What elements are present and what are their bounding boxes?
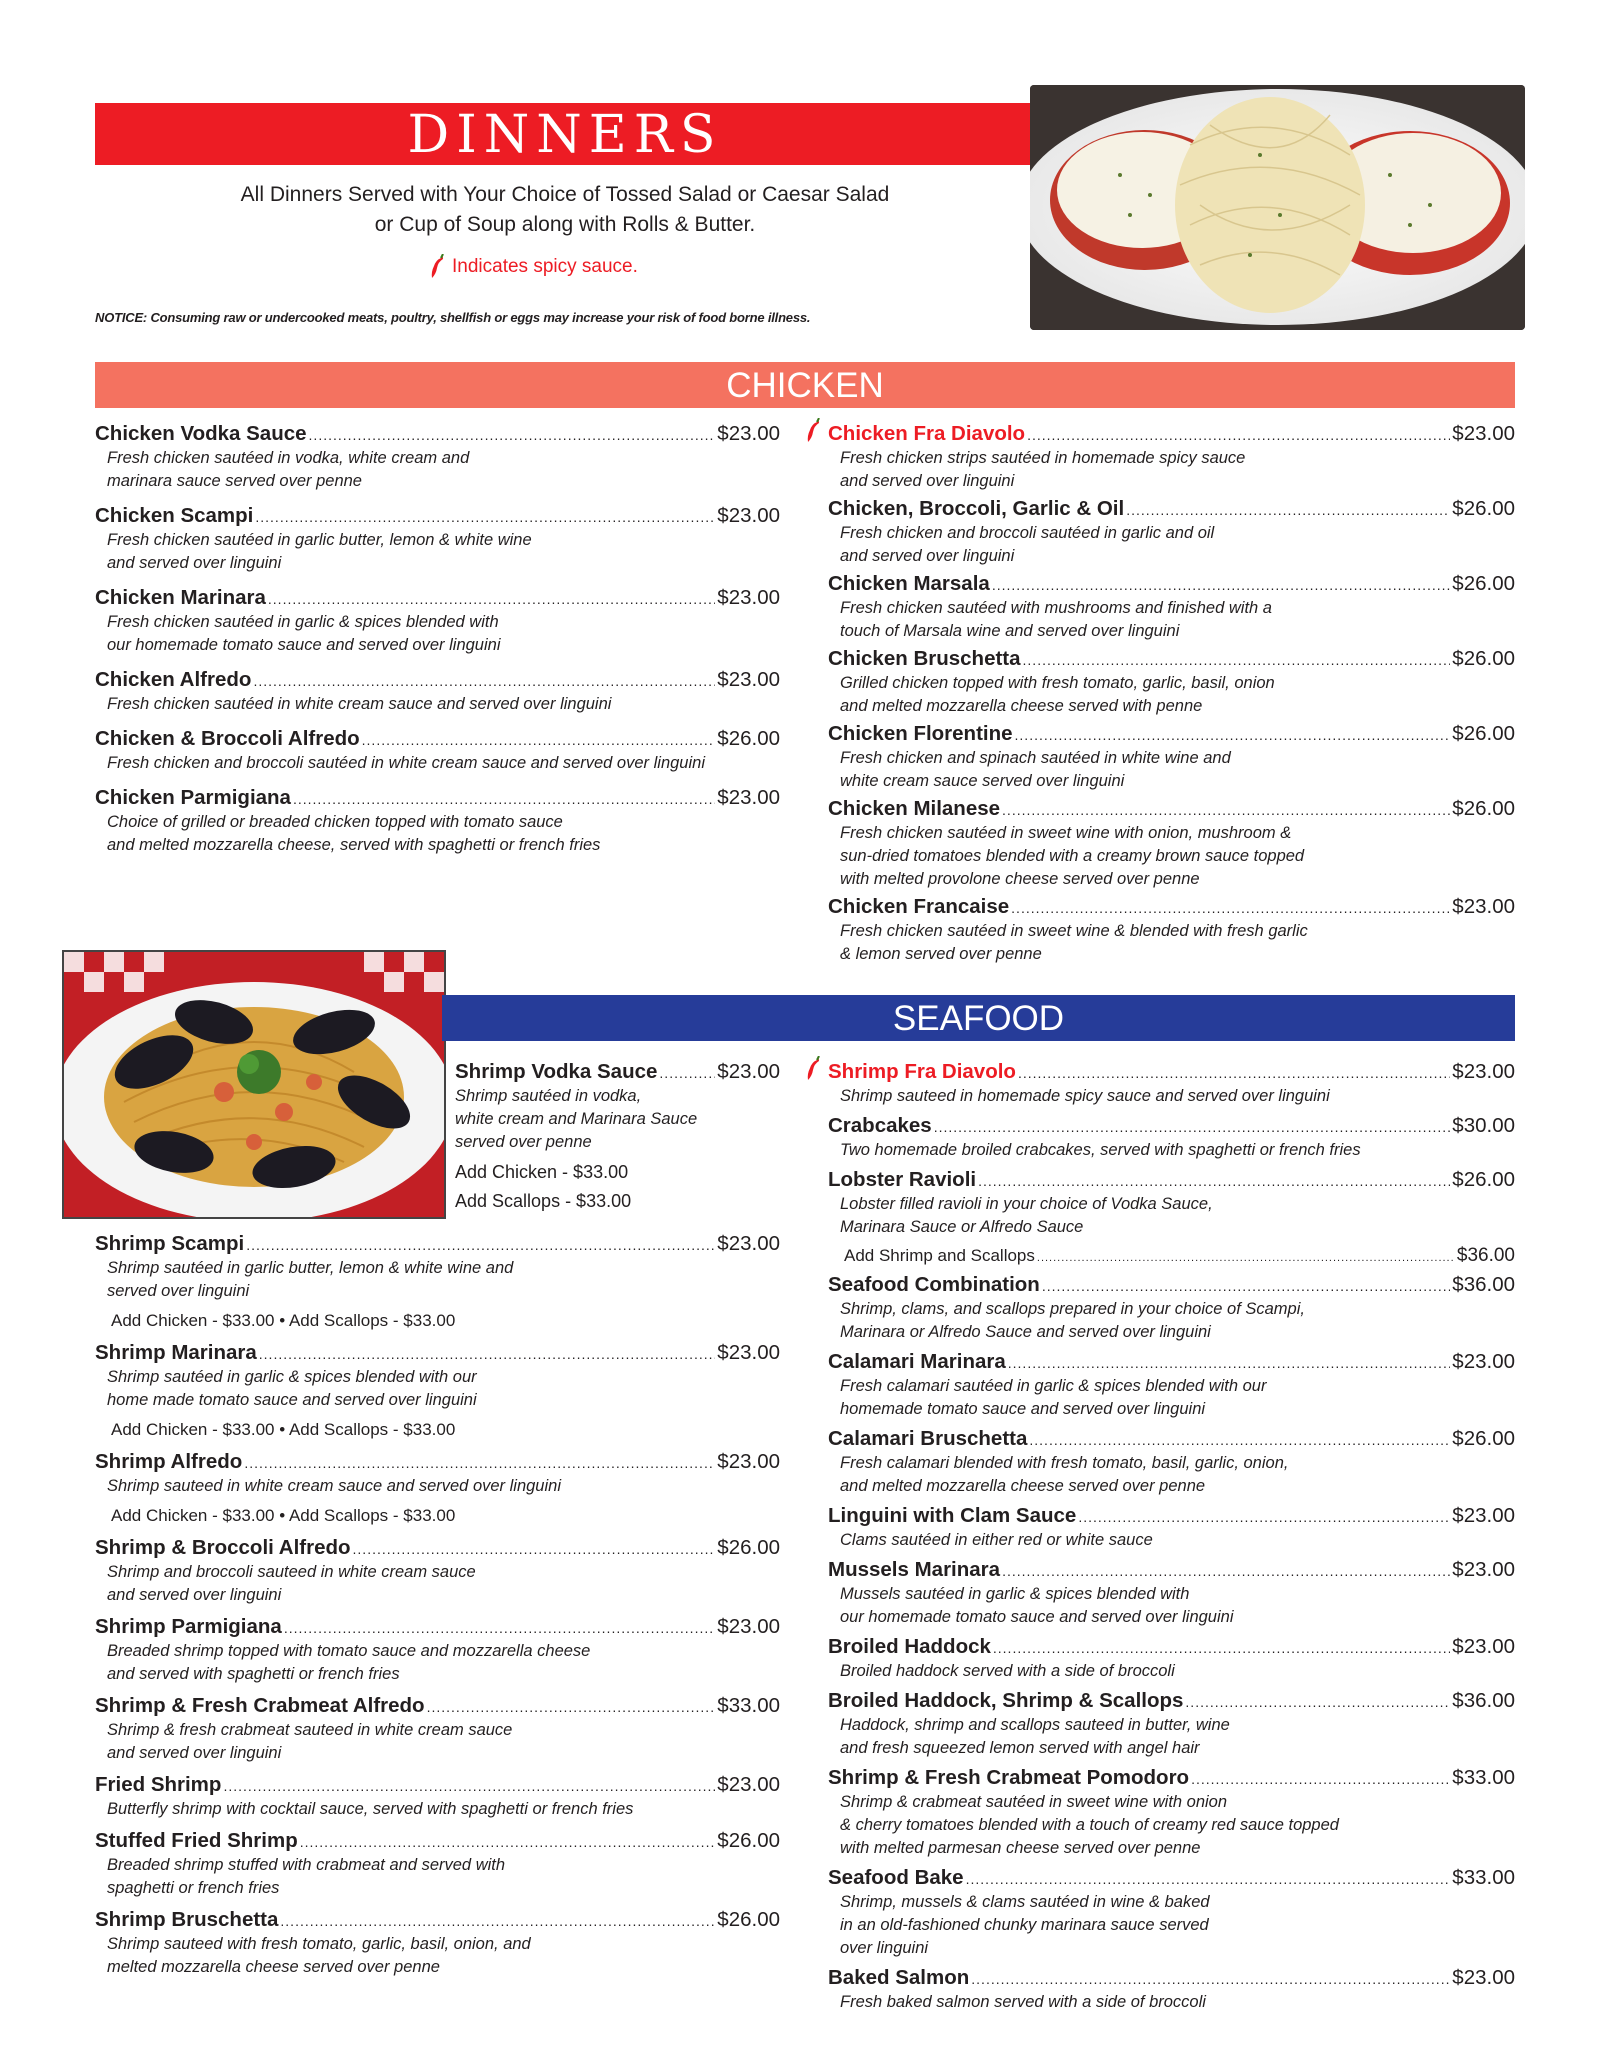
- menu-item-price: $26.00: [717, 1536, 780, 1559]
- chili-pepper-icon: [806, 418, 822, 444]
- menu-item-description: Broiled haddock served with a side of broccoli: [840, 1662, 1175, 1680]
- menu-item-description: Choice of grilled or breaded chicken topped with tomato sauce and melted mozzarella cheese, served with spaghetti or french fries: [107, 813, 601, 854]
- menu-item-line: [95, 1341, 780, 1366]
- menu-item-line: [828, 1689, 1515, 1714]
- menu-item-addons: Add Chicken - $33.00 • Add Scallops - $33.00: [111, 1420, 456, 1439]
- menu-item: [828, 1635, 1515, 1683]
- page-title: DINNERS: [407, 105, 723, 165]
- leader-dots: [934, 1115, 1451, 1139]
- leader-dots: [1023, 648, 1451, 672]
- leader-dots: [268, 587, 715, 611]
- menu-item: [828, 1966, 1515, 2014]
- menu-item-description: Fresh chicken sautéed in white cream sauce and served over linguini: [107, 695, 612, 713]
- menu-item-line: [828, 1350, 1515, 1375]
- menu-item-line: [95, 1232, 780, 1257]
- chili-pepper-icon: [430, 254, 446, 280]
- menu-item-name: Chicken Parmigiana: [95, 786, 291, 809]
- menu-item-line: [828, 1504, 1515, 1529]
- menu-item-line: [95, 1908, 780, 1933]
- menu-item-price: $23.00: [717, 1615, 780, 1638]
- menu-item-line: [95, 1829, 780, 1854]
- menu-item-price: $26.00: [1452, 722, 1515, 745]
- menu-item-price: $23.00: [1452, 1350, 1515, 1373]
- menu-item-name: Shrimp Alfredo: [95, 1450, 243, 1473]
- menu-item-line: [828, 1427, 1515, 1452]
- menu-item-description: Mussels sautéed in garlic & spices blended with our homemade tomato sauce and served over linguini: [840, 1585, 1234, 1626]
- menu-item-description: Shrimp, clams, and scallops prepared in your choice of Scampi, Marinara or Alfredo Sauce and served over linguini: [840, 1300, 1305, 1341]
- menu-item-description: Breaded shrimp topped with tomato sauce and mozzarella cheese and served with spaghetti or french fries: [107, 1642, 591, 1683]
- menu-item-line: [828, 722, 1515, 747]
- menu-item: [828, 497, 1515, 568]
- menu-item-name: Seafood Combination: [828, 1273, 1040, 1296]
- menu-item: [828, 1060, 1515, 1108]
- menu-item-description: Fresh chicken and spinach sautéed in white wine and white cream sauce served over linguini: [840, 749, 1231, 790]
- menu-item: [828, 1504, 1515, 1552]
- leader-dots: [259, 1342, 716, 1366]
- menu-item-name: Chicken Florentine: [828, 722, 1013, 745]
- menu-item: [828, 797, 1515, 891]
- leader-dots: [353, 1537, 716, 1561]
- menu-item-line: [828, 497, 1515, 522]
- menu-item-price: $36.00: [1452, 1689, 1515, 1712]
- menu-item-price: $23.00: [717, 1773, 780, 1796]
- menu-item-name: Lobster Ravioli: [828, 1168, 977, 1191]
- menu-item-description: Fresh chicken sautéed in sweet wine with onion, mushroom & sun-dried tomatoes blended with a creamy brown sauce topped with melted provolone cheese served over penne: [840, 824, 1305, 888]
- menu-item-price: $23.00: [717, 422, 780, 445]
- menu-item-line: [828, 1966, 1515, 1991]
- menu-item-price: $23.00: [717, 668, 780, 691]
- leader-dots: [246, 1233, 715, 1257]
- seafood-section-header: [442, 995, 1515, 1041]
- menu-item: [828, 1427, 1515, 1498]
- chicken-left-column: [95, 422, 780, 868]
- menu-item-description: Shrimp sauteed in white cream sauce and served over linguini: [107, 1477, 561, 1495]
- menu-item-name: Crabcakes: [828, 1114, 932, 1137]
- menu-item-price: $26.00: [1452, 1168, 1515, 1191]
- leader-dots: [1126, 498, 1450, 522]
- intro-line-1: All Dinners Served with Your Choice of Tossed Salad or Caesar Salad: [240, 183, 890, 206]
- menu-item-description: Fresh chicken sautéed in garlic butter, lemon & white wine and served over linguini: [107, 531, 532, 572]
- menu-item-line: [828, 422, 1515, 447]
- leader-dots: [244, 1451, 715, 1475]
- leader-dots: [223, 1774, 715, 1798]
- menu-item-line: [828, 1635, 1515, 1660]
- menu-item: [828, 572, 1515, 643]
- leader-dots: [993, 1636, 1450, 1660]
- menu-item-name: Chicken Vodka Sauce: [95, 422, 307, 445]
- menu-item-name: Shrimp & Broccoli Alfredo: [95, 1536, 351, 1559]
- menu-item: [828, 1273, 1515, 1344]
- menu-item-name: Shrimp Bruschetta: [95, 1908, 279, 1931]
- menu-item-name: Chicken Marsala: [828, 572, 990, 595]
- menu-item-name: Calamari Bruschetta: [828, 1427, 1028, 1450]
- leader-dots: [362, 728, 716, 752]
- chili-pepper-icon: [806, 1056, 822, 1082]
- chicken-right-column: [828, 422, 1515, 970]
- menu-item-name: Linguini with Clam Sauce: [828, 1504, 1077, 1527]
- menu-item-price: $33.00: [1452, 1866, 1515, 1889]
- menu-item-price: $23.00: [717, 1450, 780, 1473]
- menu-item-line: [95, 1773, 780, 1798]
- menu-item-price: $26.00: [1452, 1427, 1515, 1450]
- dinners-intro: [165, 180, 965, 240]
- menu-item: [828, 1558, 1515, 1629]
- menu-item: [95, 586, 780, 657]
- menu-item: [95, 1615, 780, 1686]
- menu-item-name: Shrimp Parmigiana: [95, 1615, 282, 1638]
- leader-dots: [1029, 1428, 1450, 1452]
- leader-dots: [1027, 423, 1450, 447]
- food-safety-notice: NOTICE: Consuming raw or undercooked meats, poultry, shellfish or eggs may increase your risk of food borne illness.: [95, 310, 811, 325]
- menu-item-name: Baked Salmon: [828, 1966, 970, 1989]
- menu-item-name: Chicken & Broccoli Alfredo: [95, 727, 360, 750]
- menu-item: [95, 422, 780, 493]
- menu-item-line: [828, 895, 1515, 920]
- menu-item: [95, 1450, 780, 1528]
- menu-item: [95, 1232, 780, 1333]
- menu-item-line: [95, 727, 780, 752]
- menu-item-name: Mussels Marinara: [828, 1558, 1001, 1581]
- menu-item-description: Butterfly shrimp with cocktail sauce, served with spaghetti or french fries: [107, 1800, 634, 1818]
- menu-item-description: Shrimp & fresh crabmeat sauteed in white cream sauce and served over linguini: [107, 1721, 513, 1762]
- menu-item-line: [95, 1694, 780, 1719]
- menu-item-description: Shrimp & crabmeat sautéed in sweet wine with onion & cherry tomatoes blended with a touch of creamy red sauce topped with melted parmesan cheese served over penne: [840, 1793, 1339, 1857]
- menu-item-name: Shrimp & Fresh Crabmeat Pomodoro: [828, 1766, 1190, 1789]
- leader-dots: [1002, 798, 1450, 822]
- menu-item-description: Breaded shrimp stuffed with crabmeat and served with spaghetti or french fries: [107, 1856, 506, 1897]
- menu-item-line: [828, 572, 1515, 597]
- menu-item-description: Haddock, shrimp and scallops sauteed in butter, wine and fresh squeezed lemon served with angel hair: [840, 1716, 1230, 1757]
- menu-item-price: $23.00: [1452, 1060, 1515, 1083]
- menu-item-line: [95, 1536, 780, 1561]
- leader-dots: [427, 1695, 716, 1719]
- leader-dots: [978, 1169, 1450, 1193]
- menu-item-description: Shrimp sauteed with fresh tomato, garlic, basil, onion, and melted mozzarella cheese served over penne: [107, 1935, 531, 1976]
- menu-item-price: $26.00: [1452, 647, 1515, 670]
- leader-dots: [1011, 896, 1450, 920]
- leader-dots: [293, 787, 715, 811]
- menu-item: [828, 1689, 1515, 1760]
- menu-item-description: Shrimp, mussels & clams sautéed in wine & baked in an old-fashioned chunky marinara sauce served over linguini: [840, 1893, 1210, 1957]
- menu-item-price: $23.00: [1452, 1504, 1515, 1527]
- menu-item-price: $26.00: [717, 1908, 780, 1931]
- leader-dots: [309, 423, 716, 447]
- menu-item-addons: Add Chicken - $33.00 • Add Scallops - $33.00: [111, 1506, 456, 1525]
- menu-item: [95, 1694, 780, 1765]
- menu-item: [828, 647, 1515, 718]
- menu-item-line: [828, 1168, 1515, 1193]
- leader-dots: [280, 1909, 715, 1933]
- menu-item-name: Chicken Scampi: [95, 504, 254, 527]
- menu-item: [95, 668, 780, 716]
- menu-item-name: Shrimp Vodka Sauce: [455, 1060, 658, 1083]
- menu-item-name: Chicken Alfredo: [95, 668, 252, 691]
- menu-item-description: Fresh chicken sautéed with mushrooms and finished with a touch of Marsala wine and served over linguini: [840, 599, 1272, 640]
- menu-item-price: $23.00: [717, 1232, 780, 1255]
- menu-item-description: Grilled chicken topped with fresh tomato, garlic, basil, onion and melted mozzarella cheese served with penne: [840, 674, 1275, 715]
- leader-dots: [992, 573, 1450, 597]
- menu-item-addon-line: [828, 1245, 1515, 1267]
- leader-dots: [253, 669, 715, 693]
- seafood-left-column: [95, 1232, 780, 1987]
- menu-item-description: Shrimp and broccoli sauteed in white cream sauce and served over linguini: [107, 1563, 476, 1604]
- menu-item-description: Shrimp sautéed in vodka, white cream and Marinara Sauce served over penne: [455, 1087, 698, 1151]
- menu-item-price: $33.00: [1452, 1766, 1515, 1789]
- menu-item-name: Chicken Marinara: [95, 586, 266, 609]
- leader-dots: [659, 1061, 715, 1085]
- seafood-right-column: [828, 1060, 1515, 2020]
- menu-item-description: Clams sautéed in either red or white sauce: [840, 1531, 1153, 1549]
- menu-item-line: [828, 797, 1515, 822]
- menu-item-price: $26.00: [1452, 497, 1515, 520]
- menu-item-name: Chicken Fra Diavolo: [828, 422, 1026, 445]
- mussels-pasta-photo: [62, 950, 446, 1219]
- menu-item-description: Fresh baked salmon served with a side of broccoli: [840, 1993, 1206, 2011]
- menu-item-line: [828, 1060, 1515, 1085]
- menu-item-price: $23.00: [717, 786, 780, 809]
- menu-item-name: Shrimp Fra Diavolo: [828, 1060, 1016, 1083]
- leader-dots: [1078, 1505, 1450, 1529]
- menu-item-description: Fresh calamari blended with fresh tomato, basil, garlic, onion, and melted mozzarella cheese served over penne: [840, 1454, 1289, 1495]
- leader-dots: [1002, 1559, 1450, 1583]
- shrimp-vodka-block: [455, 1060, 780, 1216]
- menu-item-description: Fresh calamari sautéed in garlic & spices blended with our homemade tomato sauce and served over linguini: [840, 1377, 1267, 1418]
- menu-item-price: $26.00: [717, 1829, 780, 1852]
- menu-item-line: [95, 786, 780, 811]
- leader-dots: [966, 1867, 1451, 1891]
- intro-line-2: or Cup of Soup along with Rolls & Butter.: [374, 213, 756, 236]
- menu-item: [95, 1536, 780, 1607]
- menu-item: [95, 1341, 780, 1442]
- menu-item-line: [95, 586, 780, 611]
- menu-item: [828, 1114, 1515, 1162]
- menu-item-price: $33.00: [717, 1694, 780, 1717]
- menu-item: [95, 504, 780, 575]
- menu-item-name: Broiled Haddock: [828, 1635, 991, 1658]
- menu-item-name: Chicken Milanese: [828, 797, 1001, 820]
- menu-item-price: $26.00: [717, 727, 780, 750]
- menu-item: [95, 1773, 780, 1821]
- menu-item-price: $23.00: [1452, 1966, 1515, 1989]
- leader-dots: [1015, 723, 1451, 747]
- menu-item-name: Chicken Bruschetta: [828, 647, 1021, 670]
- addon-price: $36.00: [1456, 1245, 1515, 1266]
- menu-item-description: Fresh chicken strips sautéed in homemade spicy sauce and served over linguini: [840, 449, 1246, 490]
- menu-item-name: Seafood Bake: [828, 1866, 964, 1889]
- menu-item-line: [95, 1615, 780, 1640]
- menu-item: [95, 1908, 780, 1979]
- menu-item-description: Fresh chicken and broccoli sautéed in white cream sauce and served over linguini: [107, 754, 705, 772]
- leader-dots: [284, 1616, 715, 1640]
- menu-item-description: Shrimp sautéed in garlic & spices blended with our home made tomato sauce and served over linguini: [107, 1368, 477, 1409]
- chicken-section-header: [95, 362, 1515, 408]
- menu-item-name: Fried Shrimp: [95, 1773, 222, 1796]
- menu-item-price: $23.00: [717, 1060, 780, 1083]
- menu-item-line: [95, 1450, 780, 1475]
- menu-item-price: $36.00: [1452, 1273, 1515, 1296]
- spicy-legend-text: Indicates spicy sauce.: [452, 256, 638, 277]
- menu-item-description: Fresh chicken sautéed in garlic & spices blended with our homemade tomato sauce and served over linguini: [107, 613, 501, 654]
- leader-dots: [1042, 1274, 1450, 1298]
- menu-item: [828, 1866, 1515, 1960]
- menu-item-price: $23.00: [1452, 1635, 1515, 1658]
- spicy-legend: [430, 254, 638, 280]
- menu-item-line: [828, 1866, 1515, 1891]
- menu-item: [95, 1829, 780, 1900]
- menu-item: [828, 1350, 1515, 1421]
- menu-item-line: [828, 1766, 1515, 1791]
- menu-item-name: Calamari Marinara: [828, 1350, 1006, 1373]
- addon-chicken: Add Chicken - $33.00: [455, 1162, 629, 1182]
- menu-item-line: [828, 1273, 1515, 1298]
- menu-item-line: [828, 1558, 1515, 1583]
- addon-scallops: Add Scallops - $33.00: [455, 1191, 632, 1211]
- addon-name: Add Shrimp and Scallops: [844, 1246, 1035, 1265]
- menu-item-name: Shrimp Scampi: [95, 1232, 245, 1255]
- leader-dots: [1185, 1690, 1450, 1714]
- menu-item-description: Fresh chicken sautéed in sweet wine & blended with fresh garlic & lemon served over penne: [840, 922, 1308, 963]
- menu-item-name: Chicken, Broccoli, Garlic & Oil: [828, 497, 1125, 520]
- menu-item-price: $23.00: [1452, 1558, 1515, 1581]
- menu-item: [95, 727, 780, 775]
- menu-item: [828, 422, 1515, 493]
- leader-dots: [1037, 1252, 1455, 1264]
- menu-item: [828, 722, 1515, 793]
- chicken-dish-photo: [1030, 85, 1525, 330]
- menu-item-price: $23.00: [1452, 895, 1515, 918]
- menu-item-price: $26.00: [1452, 797, 1515, 820]
- menu-item-name: Stuffed Fried Shrimp: [95, 1829, 298, 1852]
- menu-item-description: Two homemade broiled crabcakes, served with spaghetti or french fries: [840, 1141, 1361, 1159]
- leader-dots: [300, 1830, 716, 1854]
- menu-item-price: $23.00: [717, 504, 780, 527]
- leader-dots: [1008, 1351, 1451, 1375]
- leader-dots: [971, 1967, 1450, 1991]
- menu-item-line: [95, 422, 780, 447]
- leader-dots: [1018, 1061, 1450, 1085]
- menu-item-description: Lobster filled ravioli in your choice of Vodka Sauce, Marinara Sauce or Alfredo Sauce: [840, 1195, 1213, 1236]
- leader-dots: [255, 505, 715, 529]
- menu-item-name: Shrimp Marinara: [95, 1341, 257, 1364]
- menu-item-name: Shrimp & Fresh Crabmeat Alfredo: [95, 1694, 425, 1717]
- menu-item-name: Broiled Haddock, Shrimp & Scallops: [828, 1689, 1184, 1712]
- chicken-heading: CHICKEN: [726, 366, 884, 405]
- menu-item-line: [95, 668, 780, 693]
- leader-dots: [1191, 1767, 1450, 1791]
- menu-item: [828, 1168, 1515, 1267]
- menu-item-addons: Add Chicken - $33.00 • Add Scallops - $33.00: [111, 1311, 456, 1330]
- seafood-heading: SEAFOOD: [892, 999, 1065, 1038]
- menu-item-price: $23.00: [1452, 422, 1515, 445]
- menu-item-name: Chicken Francaise: [828, 895, 1010, 918]
- menu-item-line: [95, 504, 780, 529]
- menu-item-description: Shrimp sautéed in garlic butter, lemon & white wine and served over linguini: [107, 1259, 514, 1300]
- menu-item-price: $26.00: [1452, 572, 1515, 595]
- menu-item: [95, 786, 780, 857]
- menu-item-price: $23.00: [717, 586, 780, 609]
- menu-item: [828, 1766, 1515, 1860]
- menu-item-description: Fresh chicken sautéed in vodka, white cream and marinara sauce served over penne: [107, 449, 470, 490]
- menu-item-description: Shrimp sauteed in homemade spicy sauce and served over linguini: [840, 1087, 1330, 1105]
- menu-item-description: Fresh chicken and broccoli sautéed in garlic and oil and served over linguini: [840, 524, 1215, 565]
- menu-item: [828, 895, 1515, 966]
- menu-item-price: $30.00: [1452, 1114, 1515, 1137]
- menu-item-price: $23.00: [717, 1341, 780, 1364]
- menu-item-line: [828, 647, 1515, 672]
- menu-item-line: [828, 1114, 1515, 1139]
